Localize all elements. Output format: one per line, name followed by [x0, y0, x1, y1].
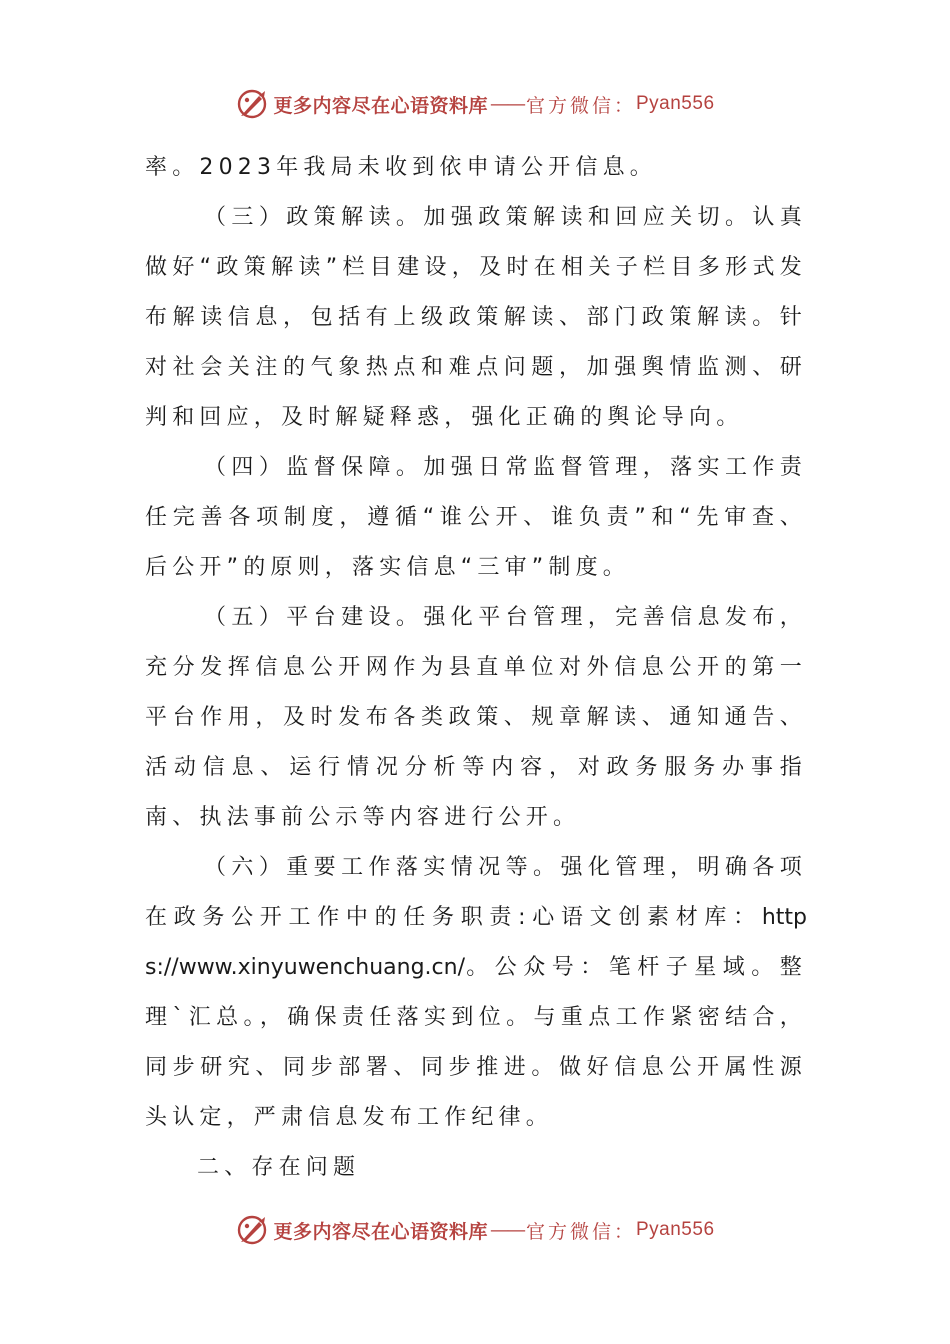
website-link[interactable]: https://www.xinyuwenchuang.cn/: [145, 905, 807, 980]
watermark-main-text: 更多内容尽在心语资料库: [273, 94, 488, 117]
footer-watermark: [0, 1210, 950, 1250]
quill-logo-icon: [235, 87, 269, 121]
quill-logo-icon: [235, 1213, 269, 1247]
watermark-dash: ——: [489, 93, 524, 115]
document-body: [145, 143, 807, 1193]
paragraph-key-work: [145, 843, 807, 1143]
watermark-label: 官方微信：: [525, 1220, 636, 1243]
watermark-wechat-id: Pyan556: [636, 93, 715, 114]
paragraph-policy-interpretation: （三）政策解读。加强政策解读和回应关切。认真做好“政策解读”栏目建设，及时在相关子栏目多形式发布解读信息，包括有上级政策解读、部门政策解读。针对社会关注的气象热点和难点问题，加强舆情监测、研判和回应，及时解疑释惑，强化正确的舆论导向。: [145, 205, 807, 430]
watermark-wechat-id: Pyan556: [636, 1219, 715, 1240]
paragraph-supervision: （四）监督保障。加强日常监督管理，落实工作责任完善各项制度，遵循“谁公开、谁负责”和“先审查、后公开”的原则，落实信息“三审”制度。: [145, 455, 807, 580]
paragraph-platform-building: （五）平台建设。强化平台管理，完善信息发布，充分发挥信息公开网作为县直单位对外信息公开的第一平台作用，及时发布各类政策、规章解读、通知通告、活动信息、运行情况分析等内容，对政务服务办事指南、执法事前公示等内容进行公开。: [145, 605, 807, 830]
header-watermark: [0, 84, 950, 124]
key-work-text-before: （六）重要工作落实情况等。强化管理，明确各项在政务公开工作中的任务职责:心语文创素材库：: [145, 855, 807, 930]
section-heading-problems: 二、存在问题: [197, 1155, 361, 1180]
watermark-main-text: 更多内容尽在心语资料库: [273, 1220, 488, 1243]
paragraph-continuation: 率。2023年我局未收到依申请公开信息。: [145, 155, 657, 180]
key-work-text-after: 。公众号：笔杆子星域。整理`汇总。，确保责任落实到位。与重点工作紧密结合，同步研究、同步部署、同步推进。做好信息公开属性源头认定，严肃信息发布工作纪律。: [145, 955, 807, 1130]
watermark-label: 官方微信：: [525, 94, 636, 117]
watermark-dash: ——: [489, 1219, 524, 1241]
